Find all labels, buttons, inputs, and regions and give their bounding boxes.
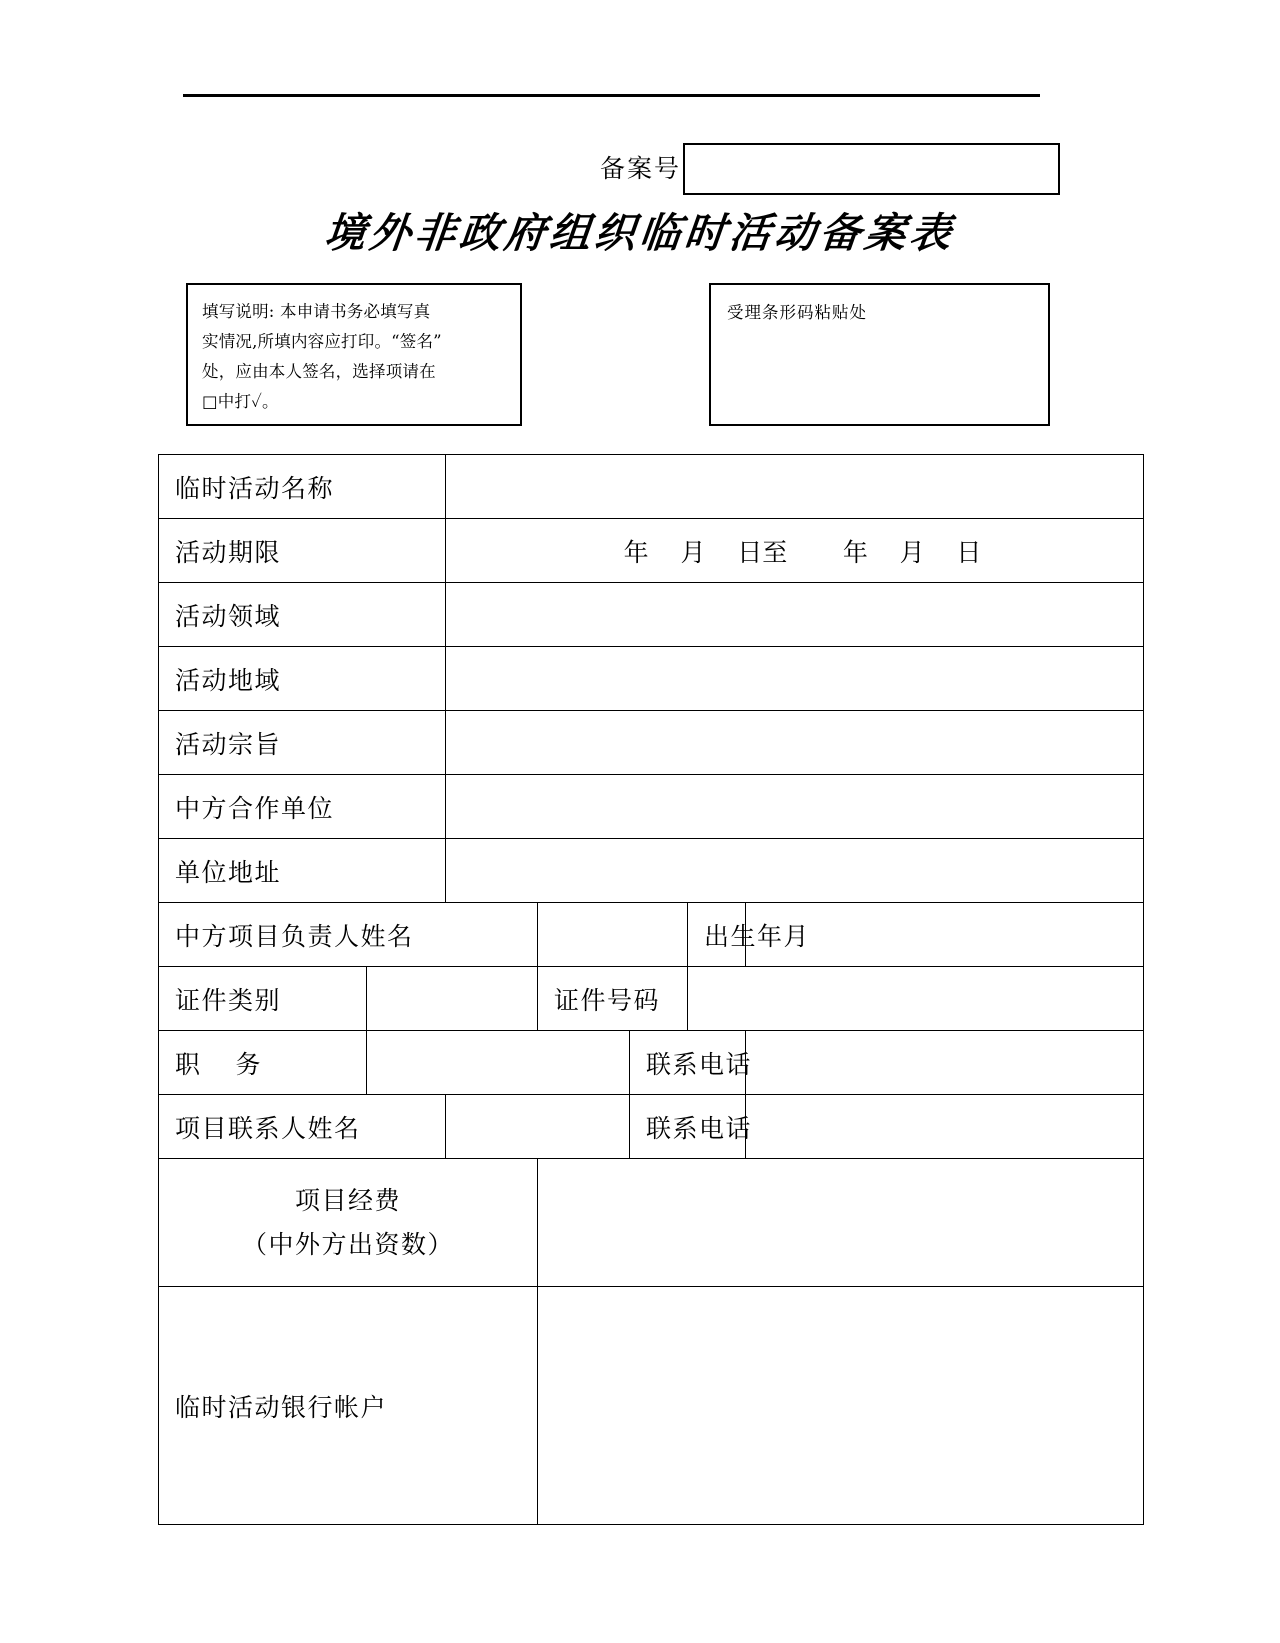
registration-form-table (158, 454, 1144, 1525)
instruction-box (186, 283, 522, 426)
table-row-project-funding (159, 1159, 1144, 1287)
position-label (159, 1031, 367, 1095)
id-type-value[interactable] (367, 967, 538, 1031)
unit-address-label: 单位地址 (159, 839, 446, 903)
activity-purpose-label: 活动宗旨 (159, 711, 446, 775)
activity-region-label: 活动地域 (159, 647, 446, 711)
table-row-activity-name (159, 455, 1144, 519)
contact-phone-value[interactable] (746, 1095, 1144, 1159)
birth-date-label: 出生年月 (688, 903, 746, 967)
project-funding-label-line1: 项目经费 (295, 1185, 402, 1215)
activity-region-value[interactable] (446, 647, 1144, 711)
project-funding-value[interactable] (538, 1159, 1144, 1287)
bank-account-label: 临时活动银行帐户 (159, 1287, 538, 1525)
table-row-unit-address (159, 839, 1144, 903)
instruction-line-3: 处，应由本人签名，选择项请在 (202, 362, 436, 381)
bank-account-value[interactable] (538, 1287, 1144, 1525)
instruction-line-2: 实情况,所填内容应打印。“签名” (202, 332, 442, 351)
table-row-bank-account (159, 1287, 1144, 1525)
id-type-label: 证件类别 (159, 967, 367, 1031)
instruction-line-4: □中打✓。 (202, 392, 279, 411)
activity-period-value: 年 月 日至 年 月 日 (623, 537, 982, 567)
activity-period-label: 活动期限 (159, 519, 446, 583)
id-number-value[interactable] (688, 967, 1144, 1031)
contact-name-value[interactable] (446, 1095, 630, 1159)
chinese-partner-value[interactable] (446, 775, 1144, 839)
activity-name-label: 临时活动名称 (159, 455, 446, 519)
header-rule (183, 94, 1040, 97)
table-row-leader-name (159, 903, 1144, 967)
barcode-paste-label: 受理条形码粘贴处 (727, 303, 867, 322)
table-row-contact (159, 1095, 1144, 1159)
cn-leader-name-label: 中方项目负责人姓名 (159, 903, 538, 967)
contact-name-label: 项目联系人姓名 (159, 1095, 446, 1159)
table-row-activity-purpose (159, 711, 1144, 775)
page-title: 境外非政府组织临时活动备案表 (322, 209, 958, 257)
chinese-partner-label: 中方合作单位 (159, 775, 446, 839)
record-number-row (600, 143, 1060, 195)
barcode-paste-area (709, 283, 1050, 426)
activity-name-value[interactable] (446, 455, 1144, 519)
id-number-label: 证件号码 (538, 967, 688, 1031)
instruction-line-1: 填写说明: 本申请书务必填写真 (202, 302, 431, 321)
table-row-id (159, 967, 1144, 1031)
record-number-label: 备案号 (600, 154, 682, 183)
activity-field-label: 活动领域 (159, 583, 446, 647)
table-row-activity-period (159, 519, 1144, 583)
table-row-chinese-partner (159, 775, 1144, 839)
position-label-part1: 职 (175, 1049, 202, 1079)
position-value[interactable] (367, 1031, 630, 1095)
record-number-input[interactable] (683, 143, 1060, 195)
project-funding-label (159, 1159, 538, 1287)
cn-leader-name-value[interactable] (538, 903, 688, 967)
table-row-activity-field (159, 583, 1144, 647)
position-phone-value[interactable] (746, 1031, 1144, 1095)
position-phone-label: 联系电话 (630, 1031, 746, 1095)
project-funding-label-line2: （中外方出资数） (242, 1229, 455, 1259)
activity-period-value-cell[interactable] (446, 519, 1144, 583)
activity-field-value[interactable] (446, 583, 1144, 647)
position-label-part2: 务 (235, 1049, 263, 1079)
table-row-position (159, 1031, 1144, 1095)
activity-purpose-value[interactable] (446, 711, 1144, 775)
contact-phone-label: 联系电话 (630, 1095, 746, 1159)
table-row-activity-region (159, 647, 1144, 711)
unit-address-value[interactable] (446, 839, 1144, 903)
